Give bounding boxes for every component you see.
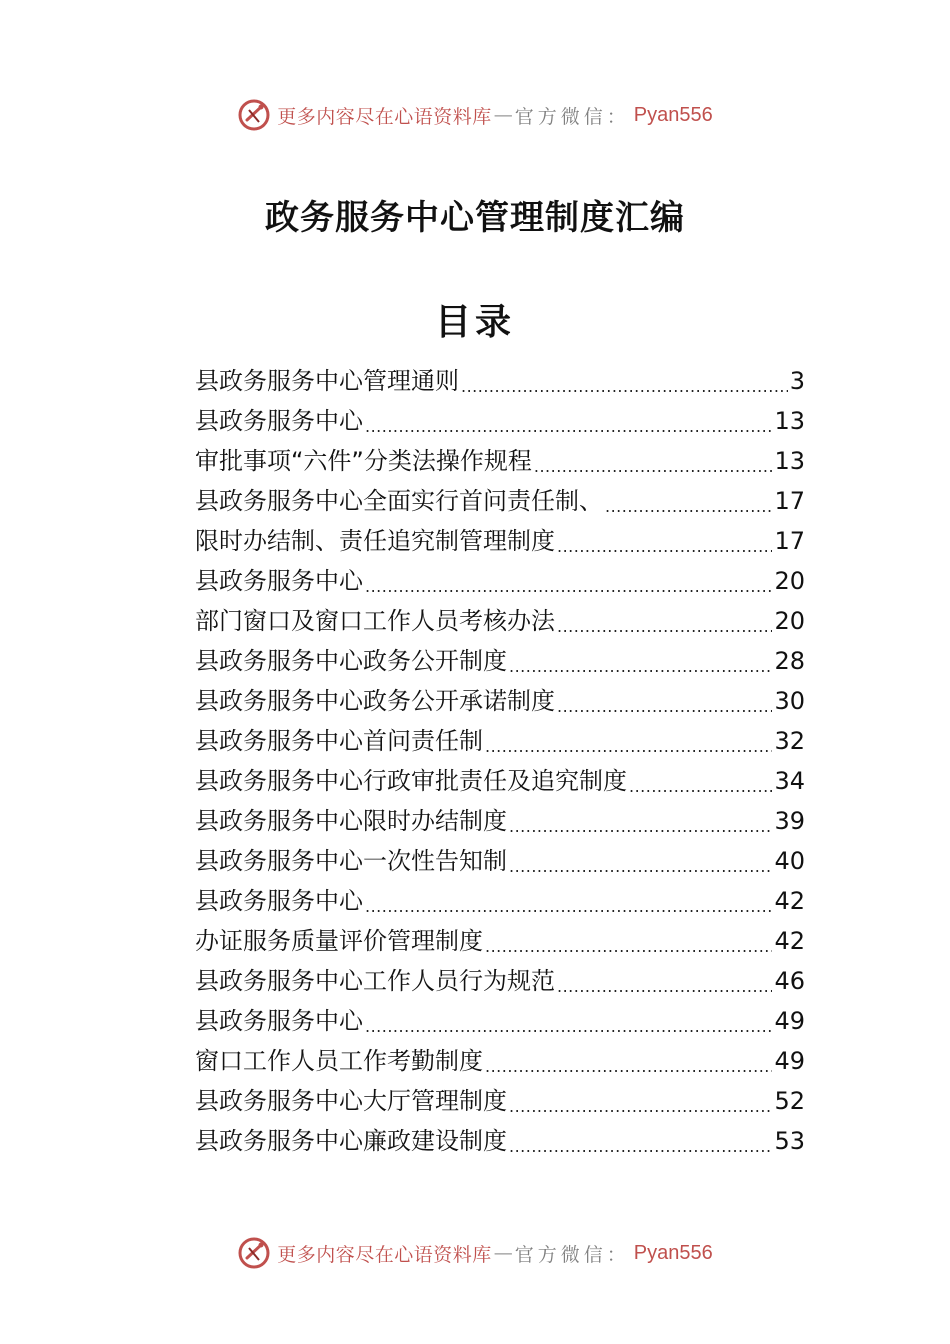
toc-entry[interactable] — [195, 801, 805, 841]
toc-entry[interactable] — [195, 601, 805, 641]
toc-entry-page-number: 13 — [774, 407, 805, 435]
toc-heading: 目录 — [434, 301, 515, 343]
toc-dot-leader — [557, 521, 772, 561]
toc-entry-title: 县政务服务中心一次性告知制 — [195, 847, 507, 875]
table-of-contents — [195, 361, 805, 1161]
toc-entry[interactable] — [195, 921, 805, 961]
toc-entry-title: 县政务服务中心限时办结制度 — [195, 807, 507, 835]
toc-dot-leader — [605, 481, 772, 521]
watermark-wechat-label: 官方微信： — [514, 1243, 630, 1266]
toc-entry-title: 县政务服务中心廉政建设制度 — [195, 1127, 507, 1155]
toc-entry[interactable] — [195, 481, 805, 521]
toc-entry-page-number: 20 — [774, 567, 805, 595]
toc-entry[interactable] — [195, 681, 805, 721]
toc-entry-title: 审批事项“六件”分类法操作规程 — [195, 447, 532, 475]
toc-entry-title: 县政务服务中心大厅管理制度 — [195, 1087, 507, 1115]
toc-entry-page-number: 49 — [774, 1007, 805, 1035]
toc-entry-page-number: 39 — [774, 807, 805, 835]
toc-entry-title: 部门窗口及窗口工作人员考核办法 — [195, 607, 555, 635]
watermark-brand-text: 更多内容尽在心语资料库 — [277, 1243, 492, 1266]
toc-dot-leader — [534, 441, 773, 481]
toc-entry-title: 县政务服务中心 — [195, 1007, 363, 1035]
toc-dot-leader — [365, 881, 772, 921]
toc-entry-page-number: 28 — [774, 647, 805, 675]
toc-entry[interactable] — [195, 721, 805, 761]
toc-dot-leader — [557, 601, 772, 641]
watermark-brand-text: 更多内容尽在心语资料库 — [277, 105, 492, 128]
toc-entry[interactable] — [195, 1081, 805, 1121]
toc-dot-leader — [485, 1041, 772, 1081]
toc-entry-title: 办证服务质量评价管理制度 — [195, 927, 483, 955]
toc-entry-page-number: 17 — [774, 487, 805, 515]
toc-entry[interactable] — [195, 961, 805, 1001]
toc-entry-page-number: 42 — [774, 887, 805, 915]
toc-dot-leader — [509, 641, 772, 681]
toc-entry[interactable] — [195, 561, 805, 601]
document-title: 政务服务中心管理制度汇编 — [265, 198, 685, 238]
toc-entry-title: 县政务服务中心首问责任制 — [195, 727, 483, 755]
red-seal-logo-icon — [237, 98, 271, 132]
toc-entry-title: 窗口工作人员工作考勤制度 — [195, 1047, 483, 1075]
toc-entry[interactable] — [195, 521, 805, 561]
watermark-wechat-label: 官方微信： — [514, 105, 630, 128]
toc-dot-leader — [365, 401, 772, 441]
toc-entry[interactable] — [195, 841, 805, 881]
toc-dot-leader — [365, 1001, 772, 1041]
toc-entry-title: 县政务服务中心行政审批责任及追究制度 — [195, 767, 627, 795]
toc-entry-title: 县政务服务中心全面实行首问责任制、 — [195, 487, 603, 515]
toc-dot-leader — [629, 761, 772, 801]
toc-entry-page-number: 32 — [774, 727, 805, 755]
toc-dot-leader — [461, 361, 788, 401]
toc-dot-leader — [365, 561, 772, 601]
toc-entry-title: 县政务服务中心 — [195, 407, 363, 435]
toc-entry[interactable] — [195, 441, 805, 481]
toc-entry-title: 县政务服务中心管理通则 — [195, 367, 459, 395]
toc-entry[interactable] — [195, 1001, 805, 1041]
toc-dot-leader — [485, 921, 772, 961]
toc-dot-leader — [509, 1121, 772, 1161]
toc-entry-page-number: 53 — [774, 1127, 805, 1155]
toc-entry[interactable] — [195, 881, 805, 921]
toc-entry-title: 县政务服务中心 — [195, 567, 363, 595]
watermark-wechat-id: Pyan556 — [633, 103, 713, 126]
toc-entry[interactable] — [195, 361, 805, 401]
toc-entry[interactable] — [195, 1121, 805, 1161]
toc-dot-leader — [509, 801, 772, 841]
toc-entry-page-number: 13 — [774, 447, 805, 475]
toc-entry-page-number: 46 — [774, 967, 805, 995]
toc-entry-title: 县政务服务中心 — [195, 887, 363, 915]
toc-entry-page-number: 49 — [774, 1047, 805, 1075]
toc-dot-leader — [509, 841, 772, 881]
toc-entry[interactable] — [195, 641, 805, 681]
toc-entry-title: 县政务服务中心工作人员行为规范 — [195, 967, 555, 995]
watermark-separator: — — [493, 104, 513, 126]
toc-entry-page-number: 34 — [774, 767, 805, 795]
toc-entry-page-number: 40 — [774, 847, 805, 875]
toc-entry[interactable] — [195, 761, 805, 801]
toc-entry-page-number: 42 — [774, 927, 805, 955]
toc-entry-page-number: 17 — [774, 527, 805, 555]
toc-entry-page-number: 30 — [774, 687, 805, 715]
toc-dot-leader — [557, 961, 772, 1001]
toc-entry-title: 县政务服务中心政务公开制度 — [195, 647, 507, 675]
toc-entry[interactable] — [195, 1041, 805, 1081]
toc-entry-title: 县政务服务中心政务公开承诺制度 — [195, 687, 555, 715]
watermark-header — [0, 95, 950, 135]
toc-dot-leader — [509, 1081, 772, 1121]
toc-entry-page-number: 3 — [789, 367, 805, 395]
toc-entry-title: 限时办结制、责任追究制管理制度 — [195, 527, 555, 555]
toc-entry-page-number: 20 — [774, 607, 805, 635]
toc-dot-leader — [485, 721, 772, 761]
watermark-footer — [0, 1233, 950, 1273]
watermark-wechat-id: Pyan556 — [633, 1241, 713, 1264]
toc-entry[interactable] — [195, 401, 805, 441]
red-seal-logo-icon — [237, 1236, 271, 1270]
toc-entry-page-number: 52 — [774, 1087, 805, 1115]
watermark-separator: — — [493, 1242, 513, 1264]
toc-dot-leader — [557, 681, 772, 721]
